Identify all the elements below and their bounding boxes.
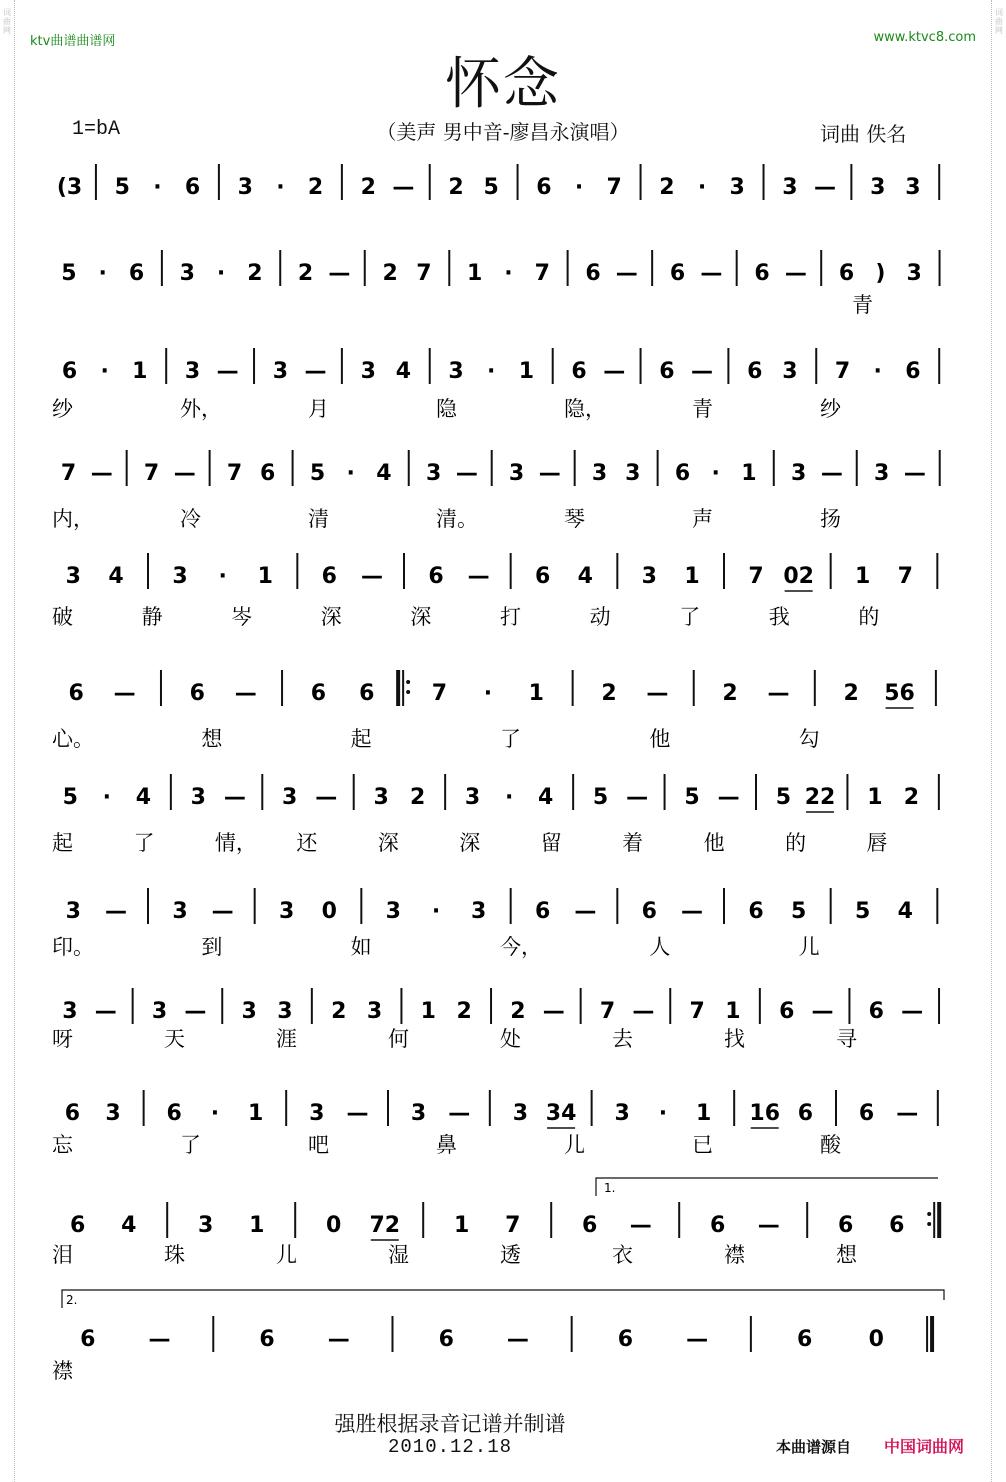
note: 6 bbox=[674, 461, 691, 486]
note: — bbox=[184, 999, 207, 1024]
note: 3 bbox=[512, 1101, 529, 1126]
note: 6 bbox=[581, 1213, 598, 1238]
note: 6 bbox=[617, 1327, 634, 1352]
note: · bbox=[504, 785, 514, 810]
note: 7 bbox=[431, 681, 448, 706]
note: 3 bbox=[197, 1213, 214, 1238]
note: 1 bbox=[466, 261, 483, 286]
note: 2 bbox=[297, 261, 314, 286]
note: 3 bbox=[641, 564, 657, 589]
note: 6 bbox=[748, 899, 764, 924]
note: 6 bbox=[837, 1213, 854, 1238]
note: 6 bbox=[754, 261, 770, 286]
volta-1: 1. bbox=[604, 1181, 616, 1195]
note: 6 bbox=[535, 899, 551, 924]
note: 4 bbox=[897, 899, 913, 924]
note: 3 bbox=[237, 175, 253, 200]
note: — bbox=[148, 1327, 171, 1352]
note: (3 bbox=[56, 175, 83, 200]
note: — bbox=[455, 461, 478, 486]
note: 6 bbox=[189, 681, 205, 706]
note: · bbox=[574, 175, 584, 200]
score-row bbox=[57, 152, 939, 200]
note: — bbox=[328, 261, 351, 286]
note: 5 bbox=[791, 899, 807, 924]
note: 7 bbox=[897, 564, 913, 589]
note: — bbox=[811, 999, 834, 1024]
lyric-line: 心。 想 起 了 他 勾 bbox=[52, 727, 820, 751]
note: 2 bbox=[382, 261, 398, 286]
note: — bbox=[392, 175, 415, 200]
footer-date: 2010.12.18 bbox=[387, 1436, 513, 1458]
note: 5 bbox=[309, 461, 326, 486]
note: 3 bbox=[471, 899, 487, 924]
note: — bbox=[757, 1213, 780, 1238]
note: — bbox=[629, 1213, 652, 1238]
note: 7 bbox=[416, 261, 432, 286]
note: 3 bbox=[425, 461, 442, 486]
margin-text: 词曲网 bbox=[995, 8, 1003, 35]
note: 5 bbox=[114, 175, 130, 200]
score-row bbox=[52, 976, 939, 1051]
note: 7 bbox=[606, 175, 622, 200]
note: · bbox=[100, 359, 109, 384]
note: 6 bbox=[659, 359, 675, 384]
note: 1 bbox=[257, 564, 273, 589]
note: — bbox=[538, 461, 561, 486]
score-row bbox=[52, 658, 936, 751]
note: 1 bbox=[684, 564, 700, 589]
note: 2 bbox=[659, 175, 675, 200]
note: 1 bbox=[247, 1101, 264, 1126]
note: — bbox=[542, 999, 565, 1024]
note: — bbox=[717, 785, 740, 810]
note: 2 bbox=[722, 681, 738, 706]
note: 6 bbox=[64, 1101, 81, 1126]
note: 3 bbox=[905, 175, 921, 200]
note: · bbox=[216, 261, 226, 286]
score-row bbox=[52, 1190, 939, 1267]
note: 3 bbox=[591, 461, 608, 486]
note: 6 bbox=[797, 1101, 814, 1126]
note: 0 bbox=[325, 1213, 342, 1238]
lyric-line: 忘 了 吧 鼻 儿 已 酸 bbox=[52, 1133, 841, 1157]
lyric-line: 内， 冷 清 清。 琴 声 扬 bbox=[52, 507, 841, 531]
note: 6 bbox=[585, 261, 601, 286]
note: 3 bbox=[360, 359, 376, 384]
watermark-right: www.ktvc8.com bbox=[873, 30, 976, 45]
note: — bbox=[304, 359, 327, 384]
note: 1 bbox=[249, 1213, 265, 1238]
note: 1 bbox=[695, 1101, 712, 1126]
note: — bbox=[681, 899, 703, 924]
note: 4 bbox=[577, 564, 593, 589]
note: 7 bbox=[534, 261, 550, 286]
note: 6 bbox=[184, 175, 201, 200]
note: — bbox=[94, 999, 117, 1024]
note: — bbox=[346, 1101, 369, 1126]
volta-2: 2. bbox=[66, 1293, 78, 1307]
note: — bbox=[603, 359, 626, 384]
note: — bbox=[767, 681, 790, 706]
note: 2 bbox=[247, 261, 263, 286]
note: — bbox=[901, 999, 924, 1024]
note: · bbox=[153, 175, 162, 200]
note: — bbox=[574, 899, 597, 924]
note: · bbox=[658, 1101, 668, 1126]
source-site-link[interactable]: 中国词曲网 bbox=[884, 1437, 965, 1456]
note: · bbox=[431, 899, 441, 924]
note: 2 bbox=[448, 175, 464, 200]
note: · bbox=[483, 681, 493, 706]
note: · bbox=[697, 175, 707, 200]
note: 6 bbox=[69, 1213, 86, 1238]
note: — bbox=[315, 785, 338, 810]
note: 3 bbox=[151, 999, 168, 1024]
lyric-line: 青 bbox=[852, 293, 873, 317]
score-row bbox=[52, 1078, 938, 1157]
note: 0 bbox=[868, 1327, 884, 1352]
note: 6 bbox=[779, 999, 795, 1024]
note: 3 bbox=[279, 899, 295, 924]
note: 3 bbox=[508, 461, 525, 486]
note: — bbox=[223, 785, 246, 810]
note: ) bbox=[875, 261, 886, 286]
note: — bbox=[646, 681, 669, 706]
note: 3 bbox=[410, 1101, 427, 1126]
note: 5 bbox=[684, 785, 700, 810]
footer-transcriber: 强胜根据录音记谱并制谱 bbox=[334, 1412, 566, 1436]
score-rows bbox=[52, 152, 940, 1383]
note: — bbox=[626, 785, 649, 810]
key-signature: 1=bA bbox=[72, 118, 121, 141]
note: · bbox=[218, 564, 227, 589]
note: 02 bbox=[783, 564, 814, 589]
note: 3 bbox=[241, 999, 257, 1024]
note: 72 bbox=[369, 1213, 401, 1238]
score-row bbox=[52, 541, 937, 629]
note: — bbox=[632, 999, 655, 1024]
note: 4 bbox=[121, 1213, 137, 1238]
score-row bbox=[52, 762, 939, 856]
note: — bbox=[173, 461, 196, 486]
note: 7 bbox=[143, 461, 160, 486]
note: 2 bbox=[456, 999, 472, 1024]
note: 3 bbox=[906, 261, 922, 286]
margin-text: 词曲网 bbox=[3, 8, 11, 35]
note: 6 bbox=[889, 1213, 905, 1238]
lyric-line: 印。 到 如 今， 人 儿 bbox=[52, 935, 820, 959]
note: · bbox=[210, 1101, 220, 1126]
note: · bbox=[276, 175, 285, 200]
note: 7 bbox=[226, 461, 243, 486]
note: 3 bbox=[65, 899, 81, 924]
note: 3 bbox=[782, 175, 798, 200]
note: 6 bbox=[321, 564, 337, 589]
note: · bbox=[102, 785, 112, 810]
note: — bbox=[506, 1327, 529, 1352]
note: 0 bbox=[321, 899, 337, 924]
note: 6 bbox=[747, 359, 763, 384]
note: — bbox=[903, 461, 926, 486]
note: — bbox=[448, 1101, 471, 1126]
note: 3 bbox=[190, 785, 206, 810]
note: 1 bbox=[453, 1213, 470, 1238]
note: 6 bbox=[641, 899, 657, 924]
note: 3 bbox=[309, 1101, 325, 1126]
note: — bbox=[211, 899, 234, 924]
note: 6 bbox=[259, 1327, 275, 1352]
note: 3 bbox=[282, 785, 298, 810]
note: — bbox=[896, 1101, 919, 1126]
note: 1 bbox=[528, 681, 544, 706]
note: 3 bbox=[62, 999, 78, 1024]
note: 6 bbox=[838, 261, 855, 286]
note: · bbox=[98, 261, 107, 286]
note: 6 bbox=[260, 461, 276, 486]
note: 4 bbox=[108, 564, 124, 589]
note: 3 bbox=[65, 564, 81, 589]
note: 3 bbox=[366, 999, 383, 1024]
note: · bbox=[346, 461, 355, 486]
note: — bbox=[615, 261, 638, 286]
note: 1 bbox=[867, 785, 883, 810]
note: 6 bbox=[166, 1101, 182, 1126]
lyric-line: 起 了 情， 还 深 深 留 着 他 的 唇 bbox=[52, 831, 888, 855]
note: 3 bbox=[272, 359, 289, 384]
note: — bbox=[784, 261, 807, 286]
note: 4 bbox=[135, 785, 152, 810]
note: 1 bbox=[518, 359, 535, 384]
note: 6 bbox=[709, 1213, 726, 1238]
note: 3 bbox=[873, 461, 890, 486]
note: 2 bbox=[903, 785, 920, 810]
note: 6 bbox=[80, 1327, 96, 1352]
note: — bbox=[234, 681, 257, 706]
note: 3 bbox=[184, 359, 201, 384]
source-label: 本曲谱源自 bbox=[776, 1438, 852, 1456]
note: 5 bbox=[62, 785, 78, 810]
note: 2 bbox=[510, 999, 526, 1024]
note: 3 bbox=[625, 461, 641, 486]
note: 3 bbox=[448, 359, 464, 384]
note: — bbox=[113, 681, 136, 706]
note: 7 bbox=[599, 999, 616, 1024]
note: 6 bbox=[438, 1327, 454, 1352]
score-row bbox=[52, 336, 939, 422]
lyric-line: 纱 外， 月 隐 隐， 青 纱 bbox=[52, 397, 841, 421]
note: 3 bbox=[870, 175, 886, 200]
note: 6 bbox=[428, 564, 444, 589]
note: 22 bbox=[804, 785, 836, 810]
note: 6 bbox=[68, 681, 84, 706]
score-row bbox=[52, 876, 937, 960]
note: 6 bbox=[796, 1327, 813, 1352]
note: 5 bbox=[775, 785, 792, 810]
note: — bbox=[90, 461, 113, 486]
note: 3 bbox=[614, 1101, 630, 1126]
subtitle: （美声 男中音-廖昌永演唱） bbox=[376, 120, 630, 144]
note: 1 bbox=[741, 461, 757, 486]
note: 16 bbox=[749, 1101, 781, 1126]
note: 6 bbox=[905, 359, 921, 384]
note: 1 bbox=[132, 359, 148, 384]
note: · bbox=[504, 261, 513, 286]
score-row bbox=[52, 1304, 932, 1383]
note: 2 bbox=[410, 785, 426, 810]
note: 3 bbox=[179, 261, 195, 286]
note: 6 bbox=[535, 564, 551, 589]
note: 4 bbox=[376, 461, 392, 486]
note: 5 bbox=[855, 899, 871, 924]
note: 1 bbox=[420, 999, 436, 1024]
note: 3 bbox=[464, 785, 481, 810]
watermark-left: ktv曲谱曲谱网 bbox=[30, 34, 116, 49]
note: 7 bbox=[505, 1213, 521, 1238]
note: — bbox=[700, 261, 723, 286]
note: — bbox=[814, 175, 837, 200]
note: 6 bbox=[61, 359, 78, 384]
note: — bbox=[691, 359, 714, 384]
note: 3 bbox=[277, 999, 293, 1024]
credit: 词曲 佚名 bbox=[820, 122, 907, 146]
note: 6 bbox=[858, 1101, 875, 1126]
note: 4 bbox=[395, 359, 412, 384]
note: 4 bbox=[538, 785, 554, 810]
note: — bbox=[820, 461, 843, 486]
note: · bbox=[711, 461, 720, 486]
score-row bbox=[61, 238, 939, 317]
note: 5 bbox=[61, 261, 77, 286]
note: 3 bbox=[172, 899, 188, 924]
note: 7 bbox=[748, 564, 764, 589]
note: 56 bbox=[884, 681, 915, 706]
lyric-line: 呀 天 涯 何 处 去 找 寻 bbox=[52, 1027, 857, 1051]
note: 7 bbox=[834, 359, 851, 384]
note: 3 bbox=[782, 359, 798, 384]
note: · bbox=[487, 359, 496, 384]
note: — bbox=[216, 359, 239, 384]
note: — bbox=[686, 1327, 709, 1352]
note: 3 bbox=[385, 899, 401, 924]
note: 5 bbox=[483, 175, 499, 200]
note: 6 bbox=[571, 359, 587, 384]
note: 7 bbox=[689, 999, 705, 1024]
note: · bbox=[873, 359, 882, 384]
note: 2 bbox=[307, 175, 324, 200]
note: — bbox=[327, 1327, 350, 1352]
note: 6 bbox=[128, 261, 145, 286]
note: 2 bbox=[331, 999, 347, 1024]
note: 6 bbox=[536, 175, 552, 200]
note: 1 bbox=[725, 999, 741, 1024]
note: 6 bbox=[310, 681, 327, 706]
note: 6 bbox=[669, 261, 686, 286]
lyric-line: 泪 珠 儿 湿 透 衣 襟 想 bbox=[52, 1243, 857, 1267]
lyric-line: 破 静 岑 深 深 打 动 了 我 的 bbox=[52, 605, 880, 629]
note: 2 bbox=[843, 681, 859, 706]
note: — bbox=[361, 564, 383, 589]
note: 6 bbox=[868, 999, 884, 1024]
note: 3 bbox=[729, 175, 745, 200]
note: — bbox=[467, 564, 490, 589]
page-title: 怀念 bbox=[445, 52, 561, 117]
note: 3 bbox=[791, 461, 807, 486]
note: 6 bbox=[359, 681, 375, 706]
score-row bbox=[52, 438, 940, 532]
note: 2 bbox=[360, 175, 376, 200]
note: 7 bbox=[60, 461, 77, 486]
note: 3 bbox=[373, 785, 389, 810]
note: 3 bbox=[172, 564, 188, 589]
lyric-line: 襟 bbox=[52, 1359, 73, 1383]
note: 1 bbox=[855, 564, 871, 589]
note: 3 bbox=[105, 1101, 121, 1126]
note: 5 bbox=[592, 785, 609, 810]
note: 2 bbox=[601, 681, 617, 706]
note: — bbox=[105, 899, 127, 924]
note: 34 bbox=[545, 1101, 577, 1126]
